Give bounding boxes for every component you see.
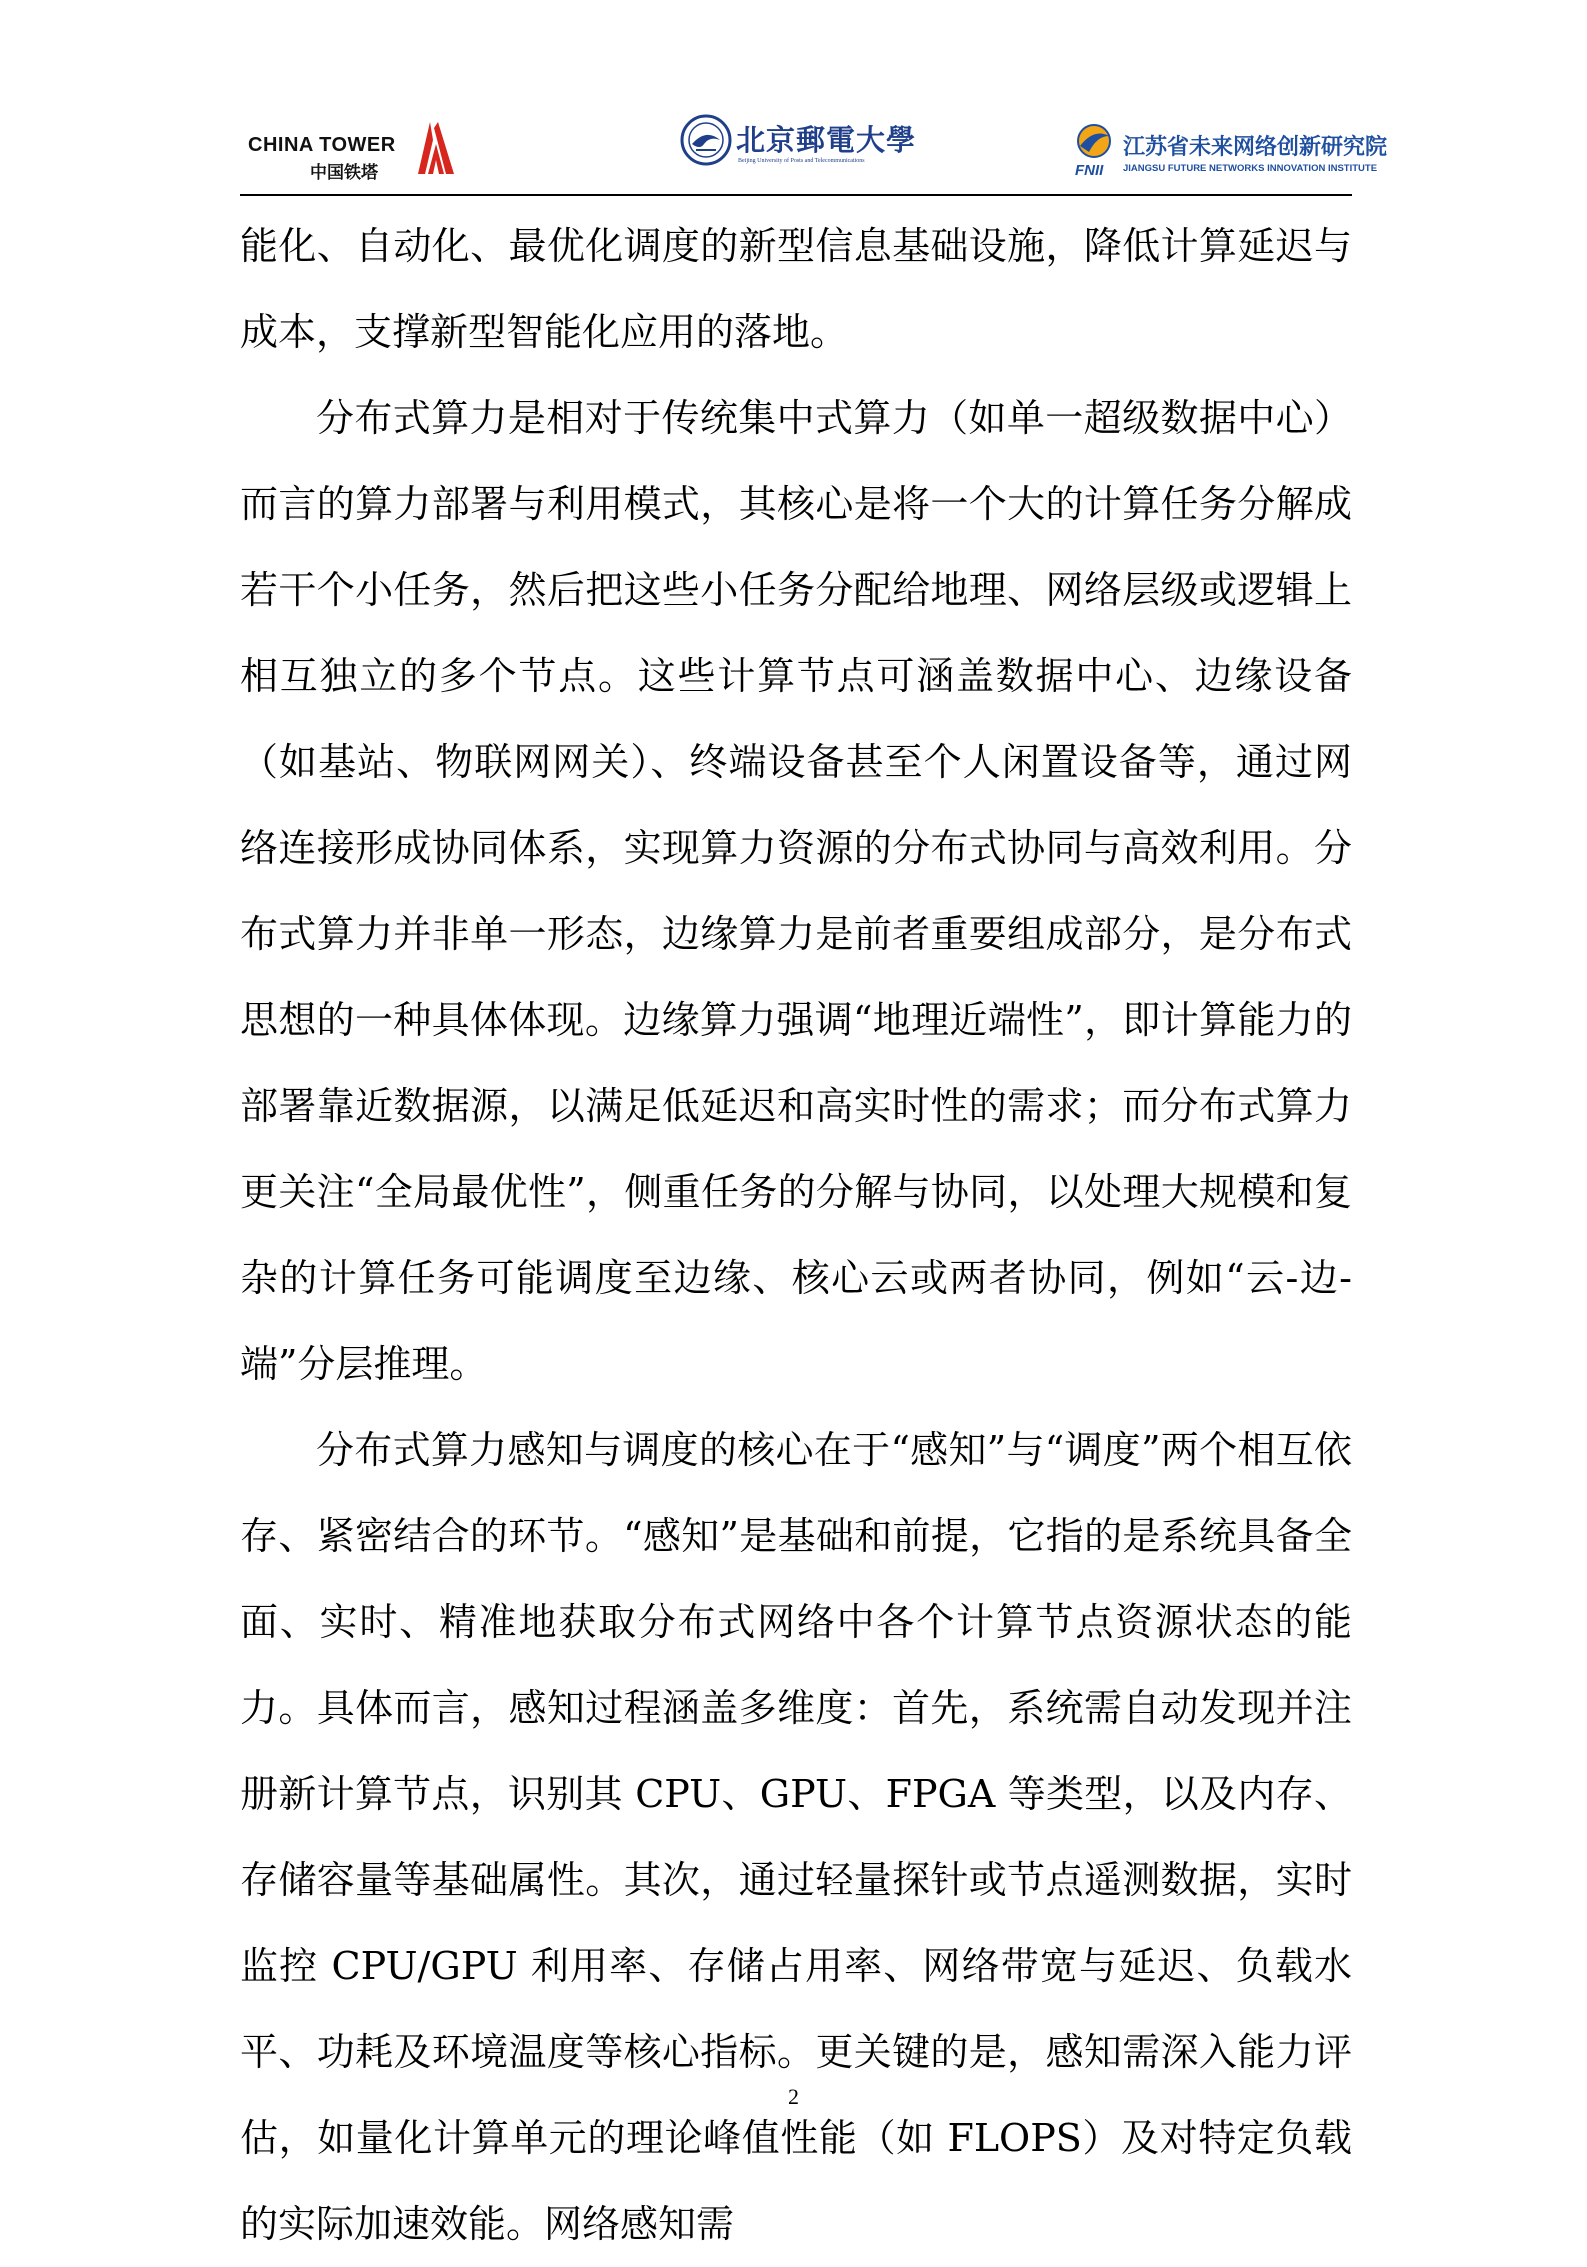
document-body — [240, 203, 1352, 2267]
china-tower-name-en: CHINA TOWER — [248, 134, 396, 156]
bupt-logo — [680, 110, 917, 190]
paragraph-continued: 能化、自动化、最优化调度的新型信息基础设施，降低计算延迟与成本，支撑新型智能化应用的落地。 — [240, 224, 1352, 354]
fnii-abbr: FNII — [1075, 162, 1104, 179]
fnii-logo — [1075, 110, 1388, 190]
china-tower-logo — [248, 110, 458, 190]
fnii-mark-icon — [1075, 122, 1113, 160]
bupt-name-en: Beijing University of Posts and Telecommunications — [738, 158, 865, 164]
page-number: 2 — [788, 2084, 799, 2109]
bupt-name-cn: 北京郵電大學 — [736, 123, 917, 157]
fnii-name-en: JIANGSU FUTURE NETWORKS INNOVATION INSTITUTE — [1123, 163, 1378, 174]
page-header — [240, 110, 1388, 192]
fnii-name-cn: 江苏省未来网络创新研究院 — [1123, 135, 1388, 160]
china-tower-name-cn: 中国铁塔 — [310, 163, 378, 183]
paragraph-distributed-computing-definition: 分布式算力是相对于传统集中式算力（如单一超级数据中心）而言的算力部署与利用模式，其核心是将一个大的计算任务分解成若干个小任务，然后把这些小任务分配给地理、网络层级或逻辑上相互独立的多个节点。这些计算节点可涵盖数据中心、边缘设备（如基站、物联网网关）、终端设备甚至个人闲置设备等，通过网络连接形成协同体系，实现算力资源的分布式协同与高效利用。分布式算力并非单一形态，边缘算力是前者重要组成部分，是分布式思想的一种具体体现。边缘算力强调“地理近端性”，即计算能力的部署靠近数据源，以满足低延迟和高实时性的需求；而分布式算力更关注“全局最优性”，侧重任务的分解与协同，以处理大规模和复杂的计算任务可能调度至边缘、核心云或两者协同，例如“云-边-端”分层推理。 — [240, 396, 1352, 1386]
paragraph-perception-and-scheduling: 分布式算力感知与调度的核心在于“感知”与“调度”两个相互依存、紧密结合的环节。“感知”是基础和前提，它指的是系统具备全面、实时、精准地获取分布式网络中各个计算节点资源状态的能力。具体而言，感知过程涵盖多维度：首先，系统需自动发现并注册新计算节点，识别其 CPU、GPU、FPGA 等类型，以及内存、存储容量等基础属性。其次，通过轻量探针或节点遥测数据，实时监控 CPU/GPU 利用率、存储占用率、网络带宽与延迟、负载水平、功耗及环境温度等核心指标。更关键的是，感知需深入能力评估，如量化计算单元的理论峰值性能（如 FLOPS）及对特定负载的实际加速效能。网络感知需 — [240, 1428, 1352, 2246]
header-divider — [240, 194, 1352, 196]
bupt-seal-icon — [680, 114, 732, 166]
china-tower-mark-icon — [416, 120, 456, 176]
